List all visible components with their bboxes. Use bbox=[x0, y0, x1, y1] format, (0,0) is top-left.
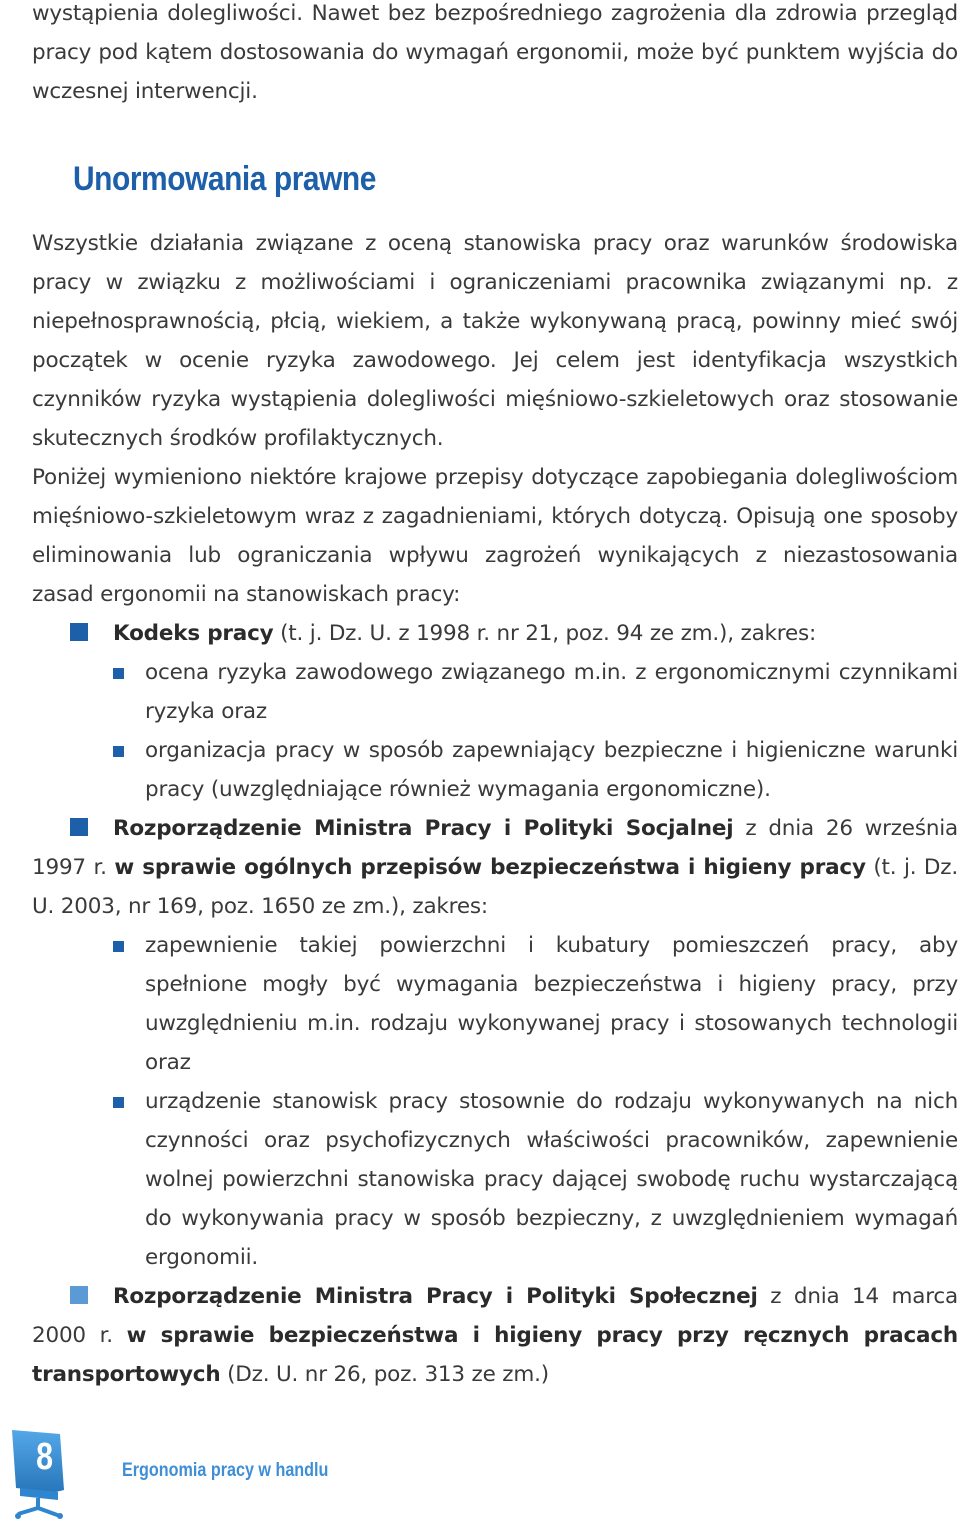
regulation-subitem bbox=[32, 1082, 958, 1277]
page-number: 8 bbox=[36, 1436, 54, 1478]
regulation-subject: w sprawie ogólnych przepisów bezpieczeństwa i higieny pracy bbox=[114, 855, 866, 880]
square-bullet-icon bbox=[70, 818, 88, 836]
paragraph-risk-assessment: Wszystkie działania związane z oceną stanowiska pracy oraz warunków środowiska pracy w związku z możliwościami i ograniczeniami pracownika związanymi np. z niepełnosprawnością, płcią, wiekiem, a także wykonywaną pracą, powinny mieć swój początek w ocenie ryzyka zawodowego. Jej celem jest identyfikacja wszystkich czynników ryzyka wystąpienia dolegliwości mięśniowo-szkieletowych oraz stosowanie skutecznych środków profilaktycznych. bbox=[32, 231, 958, 451]
square-bullet-icon bbox=[70, 623, 88, 641]
small-square-bullet-icon bbox=[113, 668, 124, 679]
regulation-date: z dnia 26 września 1997 r. bbox=[32, 816, 959, 880]
regulation-item bbox=[32, 614, 958, 653]
small-square-bullet-icon bbox=[113, 941, 124, 952]
regulation-item bbox=[32, 1277, 958, 1394]
regulation-details: (t. j. Dz. U. 2003, nr 169, poz. 1650 ze zm.), zakres: bbox=[32, 855, 958, 919]
regulation-subitem bbox=[32, 926, 958, 1082]
section-body bbox=[32, 224, 958, 1394]
regulation-subject: w sprawie bezpieczeństwa i higieny pracy przy ręcznych pracach transportowych bbox=[32, 1323, 958, 1387]
regulation-details: (Dz. U. nr 26, poz. 313 ze zm.) bbox=[220, 1362, 549, 1387]
regulation-title: Rozporządzenie Ministra Pracy i Polityki Socjalnej bbox=[113, 816, 734, 841]
small-square-bullet-icon bbox=[113, 1097, 124, 1108]
intro-paragraph: wystąpienia dolegliwości. Nawet bez bezpośredniego zagrożenia dla zdrowia przegląd pracy pod kątem dostosowania do wymagań ergonomii, może być punktem wyjścia do wczesnej interwencji. bbox=[32, 1, 958, 104]
chair-icon bbox=[8, 1428, 70, 1520]
section-heading: Unormowania prawne bbox=[73, 160, 376, 198]
regulation-item bbox=[32, 809, 958, 926]
regulation-title: Kodeks pracy bbox=[113, 621, 274, 646]
page-footer bbox=[0, 1420, 960, 1524]
footer-title: Ergonomia pracy w handlu bbox=[122, 1460, 329, 1481]
subitem-text: organizacja pracy w sposób zapewniający bezpieczne i higieniczne warunki pracy (uwzględniające również wymagania ergonomiczne). bbox=[145, 738, 958, 802]
regulation-details: (t. j. Dz. U. z 1998 r. nr 21, poz. 94 ze zm.), zakres: bbox=[273, 621, 817, 646]
subitem-text: ocena ryzyka zawodowego związanego m.in. z ergonomicznymi czynnikami ryzyka oraz bbox=[145, 660, 958, 724]
regulation-subitem bbox=[32, 653, 958, 731]
paragraph-regulations-intro: Poniżej wymieniono niektóre krajowe przepisy dotyczące zapobiegania dolegliwościom mięśniowo-szkieletowym wraz z zagadnieniami, których dotyczą. Opisują one sposoby eliminowania lub ograniczania wpływu zagrożeń wynikających z niezastosowania zasad ergonomii na stanowiskach pracy: bbox=[32, 465, 958, 607]
regulation-date: z dnia 14 marca 2000 r. bbox=[32, 1284, 959, 1348]
regulation-subitem bbox=[32, 731, 958, 809]
subitem-text: urządzenie stanowisk pracy stosownie do rodzaju wykonywanych na nich czynności oraz psychofizycznych właściwości pracowników, zapewnienie wolnej powierzchni stanowiska pracy dającej swobodę ruchu wystarczającą do wykonywania pracy w sposób bezpieczny, z uwzględnieniem wymagań ergonomii. bbox=[145, 1089, 958, 1270]
regulation-title: Rozporządzenie Ministra Pracy i Polityki Społecznej bbox=[113, 1284, 758, 1309]
small-square-bullet-icon bbox=[113, 746, 124, 757]
subitem-text: zapewnienie takiej powierzchni i kubatury pomieszczeń pracy, aby spełnione mogły być wymagania bezpieczeństwa i higieny pracy, przy uwzględnieniu m.in. rodzaju wykonywanej pracy i stosowanych technologii oraz bbox=[145, 933, 958, 1075]
square-bullet-icon bbox=[70, 1286, 88, 1304]
